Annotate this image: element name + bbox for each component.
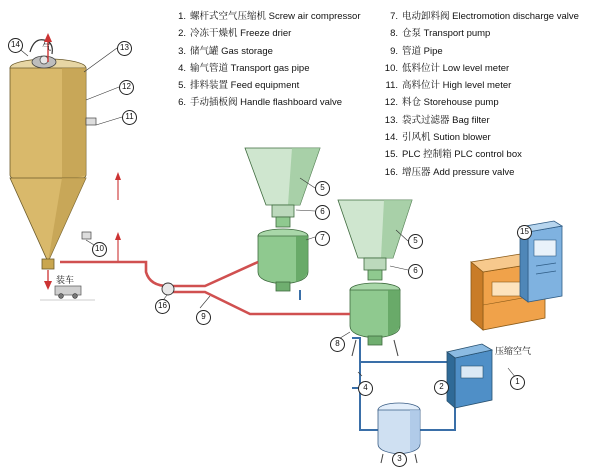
callout-16[interactable]: 16 [155,299,170,314]
freeze-drier-panel [461,366,483,378]
silo-body-shading [62,68,86,180]
legend-item-label: 电动卸料阀 Electromotion discharge valve [402,11,579,22]
gas-tank-shading [410,410,420,452]
high-level-meter [86,118,96,125]
callout-5-a[interactable]: 5 [315,181,330,196]
legend-item-number: 9. [390,45,398,57]
flow-arrow-head-b [115,232,121,240]
callout-15[interactable]: 15 [517,225,532,240]
handle-flashboard-valve-a [272,205,294,217]
plc-display [534,240,556,256]
hopper-a-shading [288,148,320,205]
air-label: 气 [42,42,52,52]
truck-wheel-rear [73,294,78,299]
legend-item-label: 袋式过滤器 Bag filter [402,114,490,126]
leader-13 [84,48,117,72]
silo-outlet [42,259,54,269]
freeze-drier [447,344,492,408]
legend-item-label: 储气罐 Gas storage [190,45,273,57]
callout-12[interactable]: 12 [119,80,134,95]
leader-6a [296,210,315,211]
legend-item-number: 4. [178,62,186,74]
storehouse-silo [10,33,122,298]
freeze-drier-front [455,350,492,408]
legend-item-number: 5. [178,80,186,92]
legend-item-number: 7. [390,11,398,22]
legend-item-label: 冷冻干燥机 Freeze drier [190,28,292,40]
callout-5-b[interactable]: 5 [408,234,423,249]
callout-6-b[interactable]: 6 [408,264,423,279]
legend-item-label: 低料位计 Low level meter [402,62,510,74]
legend-item-number: 13. [384,114,398,126]
loading-label: 装车 [56,275,75,285]
legend-item-label: 料仓 Storehouse pump [402,97,499,109]
legend-item-number: 16. [384,166,398,178]
leader-12 [86,87,119,100]
callout-7[interactable]: 7 [315,231,330,246]
low-level-meter [82,232,91,239]
legend-item-number: 14. [384,132,398,144]
legend-item-number: 6. [178,97,186,109]
electromotion-discharge-valve-a [276,217,290,227]
callout-14[interactable]: 14 [8,38,23,53]
hopper-b-shading [381,200,412,258]
pipe-pump-b-to-silo [168,292,350,314]
feed-equipment-assembly-a [245,148,320,291]
compressor-control-panel [492,282,522,296]
legend-item-label: 手动插板阀 Handle flashboard valve [190,97,343,109]
legend-item-label: 输气管道 Transport gas pipe [190,62,310,74]
leader-6b [390,266,408,270]
electromotion-discharge-valve-b [368,270,382,280]
legend-item-number: 3. [178,45,186,57]
gas-tank-leg-right [415,454,417,463]
truck-wheel-front [59,294,64,299]
pipe-pump-a-to-silo [168,262,258,286]
callout-4[interactable]: 4 [358,381,373,396]
callout-10[interactable]: 10 [92,242,107,257]
leader-11 [96,117,122,125]
gas-tank-leg-left [381,454,383,463]
callout-13[interactable]: 13 [117,41,132,56]
callout-8[interactable]: 8 [330,337,345,352]
callout-11[interactable]: 11 [122,110,137,125]
callout-3[interactable]: 3 [392,452,407,467]
legend-item-number: 15. [384,149,398,161]
legend-item-label: 管道 Pipe [402,45,443,57]
legend-item-label: 排料装置 Feed equipment [190,80,300,92]
handle-flashboard-valve-b [364,258,386,270]
legend-item-label: 仓泵 Transport pump [402,28,491,40]
legend-item-number: 11. [385,80,398,92]
transport-pump-b-outlet [368,336,382,345]
plc-cabinet-front [528,226,562,302]
legend-item-number: 2. [178,28,186,40]
sution-blower-fan [40,56,48,64]
legend-item-number: 1. [178,11,186,22]
legend-item-number: 12. [384,97,398,109]
legend-item-number: 10. [384,62,398,74]
discharge-arrow-head [44,281,52,290]
pipe-riser-to-silo [60,262,168,286]
transport-pump-a-outlet [276,282,290,291]
legend-item-label: 引风机 Sution blower [402,132,491,144]
compressed-air-label: 压缩空气 [495,346,532,356]
legend-item-label: 高料位计 High level meter [402,80,512,92]
callout-9[interactable]: 9 [196,310,211,325]
callout-2[interactable]: 2 [434,380,449,395]
feed-equipment-assembly-b [337,200,412,356]
compressor-side [471,262,483,330]
pump-b-leg-right [394,340,398,356]
add-pressure-valve [162,283,174,295]
legend-item-label: PLC 控制箱 PLC control box [402,149,522,161]
callout-6-a[interactable]: 6 [315,205,330,220]
leader-9 [200,296,210,308]
pump-b-leg-left [352,340,356,356]
flow-arrow-head-a [115,172,121,180]
freeze-drier-side [447,352,455,408]
loading-truck-body [55,286,81,295]
legend-item-label: 螺杆式空气压缩机 Screw air compressor [190,11,361,22]
callout-1[interactable]: 1 [510,375,525,390]
legend-item-number: 8. [390,28,398,40]
legend-item-label: 增压器 Add pressure valve [402,166,515,178]
